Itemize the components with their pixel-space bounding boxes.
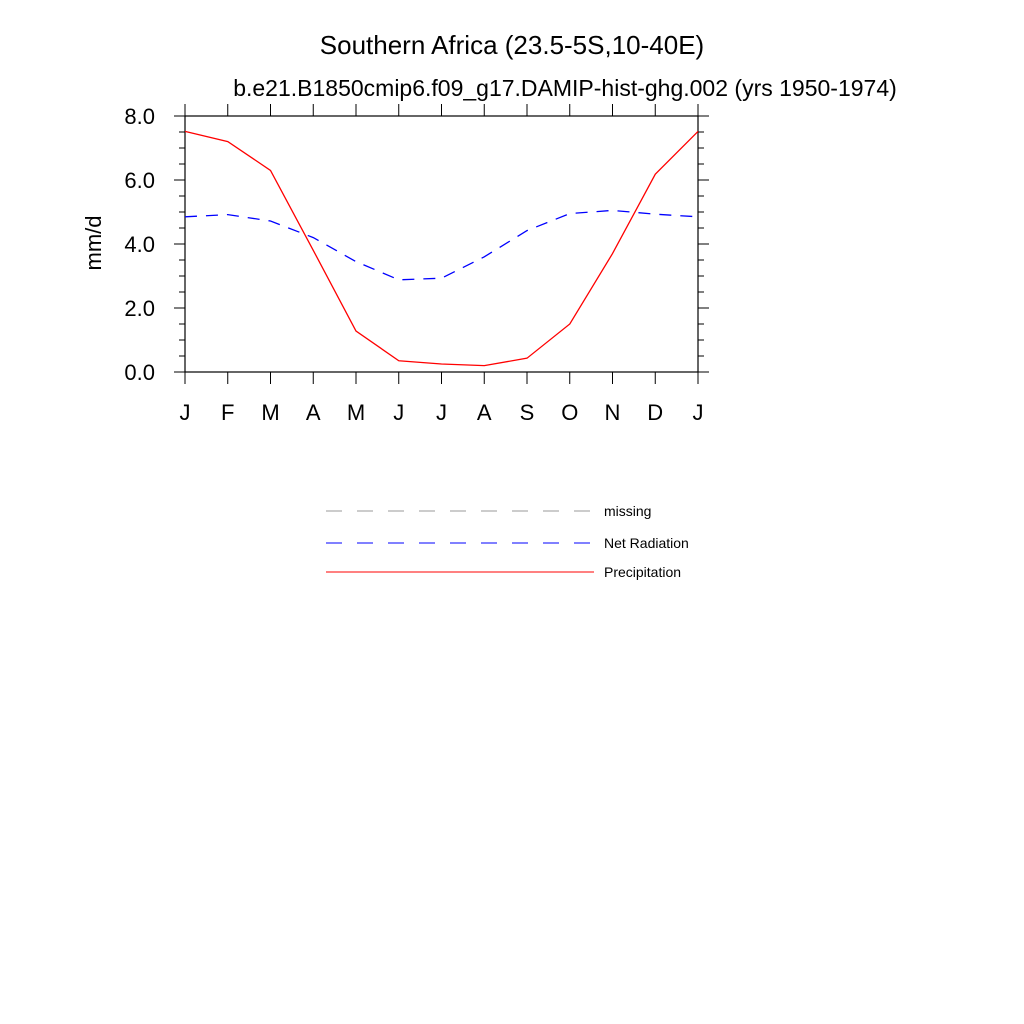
x-tick-label: A — [305, 400, 321, 425]
chart-subtitle: b.e21.B1850cmip6.f09_g17.DAMIP-hist-ghg.002 (yrs 1950-1974) — [233, 75, 897, 101]
chart-title: Southern Africa (23.5-5S,10-40E) — [319, 30, 705, 60]
x-tick-label: M — [261, 400, 280, 425]
plot-frame — [185, 116, 698, 372]
legend — [326, 503, 689, 580]
x-tick-label: S — [519, 400, 535, 425]
legend-label-net-radiation: Net Radiation — [604, 535, 689, 551]
x-tick-label: D — [647, 400, 664, 425]
x-tick-label: A — [476, 400, 492, 425]
x-tick-label: N — [604, 400, 621, 425]
axes — [124, 104, 709, 425]
x-tick-label: J — [436, 400, 447, 425]
series-lines — [185, 131, 698, 365]
y-tick-label: 0.0 — [124, 360, 155, 385]
y-tick-label: 8.0 — [124, 104, 155, 129]
series-line-net-radiation — [185, 210, 698, 279]
legend-label-missing: missing — [604, 503, 652, 519]
legend-label-precipitation: Precipitation — [604, 564, 682, 580]
x-tick-label: J — [393, 400, 405, 425]
x-tick-label: M — [346, 400, 366, 425]
y-tick-label: 4.0 — [124, 232, 155, 257]
series-line-precipitation — [185, 131, 698, 365]
y-tick-label: 2.0 — [124, 296, 155, 321]
y-tick-label: 6.0 — [124, 168, 155, 193]
x-tick-label: F — [221, 400, 235, 425]
x-tick-label: O — [561, 400, 579, 425]
y-axis-label: mm/d — [81, 215, 106, 271]
x-tick-label: J — [179, 400, 191, 425]
x-tick-label: J — [692, 400, 704, 425]
